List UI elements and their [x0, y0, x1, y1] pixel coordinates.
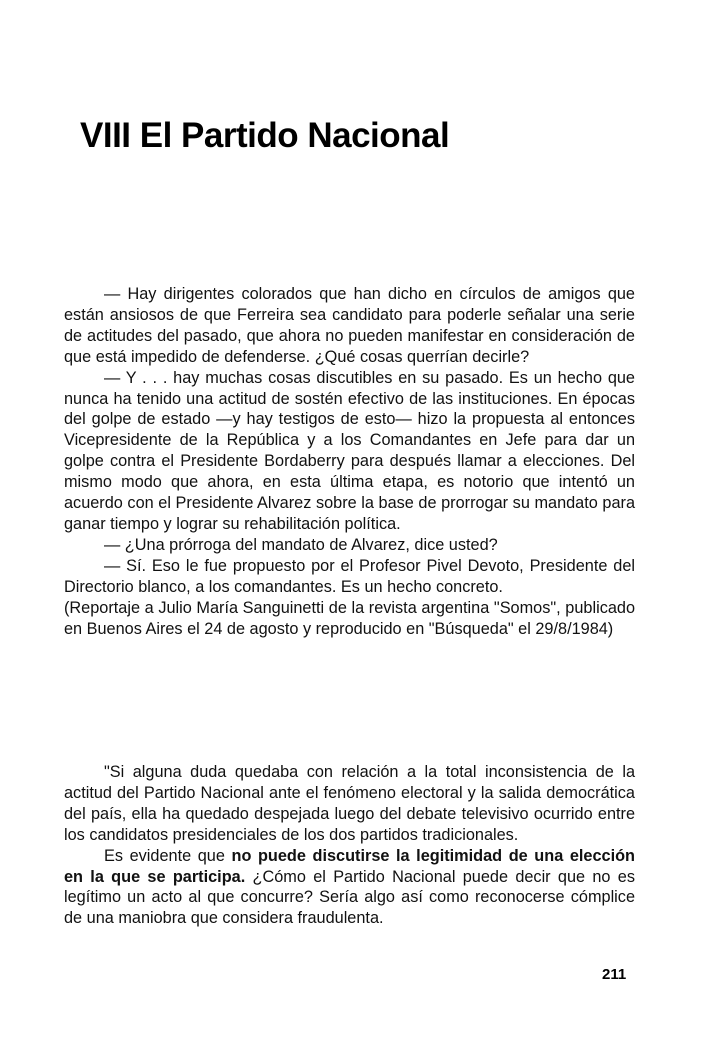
page-number: 211 — [602, 966, 627, 983]
quote-paragraph-1: "Si alguna duda quedaba con relación a la total inconsistencia de la actitud del Partido Nacional ante el fenómeno electoral y la salida democrática del país, ella ha quedado despejada luego del debate televisivo ocurrido entre los candidatos presidenciales de los dos partidos tradicionales. — [64, 763, 635, 844]
interview-excerpt — [64, 284, 635, 639]
interview-answer-1: — Y . . . hay muchas cosas discutibles en su pasado. Es un hecho que nunca ha tenido una actitud de sostén efectivo de las instituciones. En épocas del golpe de estado —y hay testigos de esto— hizo la propuesta al entonces Vicepresidente de la República y a los Comandantes en Jefe para dar un golpe contra el Presidente Bordaberry para después llamar a elecciones. Del mismo modo que ahora, en esta última etapa, es notorio que intentó un acuerdo con el Presidente Alvarez sobre la base de prorrogar su mandato para ganar tiempo y lograr su rehabilitación política. — [64, 368, 635, 533]
interview-question-1: — Hay dirigentes colorados que han dicho en círculos de amigos que están ansiosos de que Ferreira sea candidato para poderle señalar una serie de actitudes del pasado, que ahora no pueden manifestar en consideración de que está impedido de defenderse. ¿Qué cosas querrían decirle? — [64, 285, 635, 366]
interview-source: (Reportaje a Julio María Sanguinetti de la revista argentina "Somos", publicado en Buenos Aires el 24 de agosto y reproducido en "Búsqueda" el 29/8/1984) — [64, 598, 635, 638]
chapter-title: VIII El Partido Nacional — [80, 116, 450, 155]
interview-question-2: — ¿Una prórroga del mandato de Alvarez, dice usted? — [104, 535, 498, 554]
quote-emphasis: no puede discutirse la legitimidad de una elección en la que se participa. — [64, 846, 635, 886]
quoted-statement — [64, 762, 635, 929]
quote-text-b: ¿Cómo el Partido Nacional puede decir que no es legítimo un acto al que concurre? Sería algo así como reconocerse cómplice de una maniobra que considera fraudulenta. — [64, 867, 635, 928]
quote-paragraph-2 — [64, 846, 635, 930]
quote-text-a: Es evidente que — [104, 846, 232, 865]
interview-answer-2: — Sí. Eso le fue propuesto por el Profesor Pivel Devoto, Presidente del Directorio blanco, a los comandantes. Es un hecho concreto. — [64, 556, 635, 596]
